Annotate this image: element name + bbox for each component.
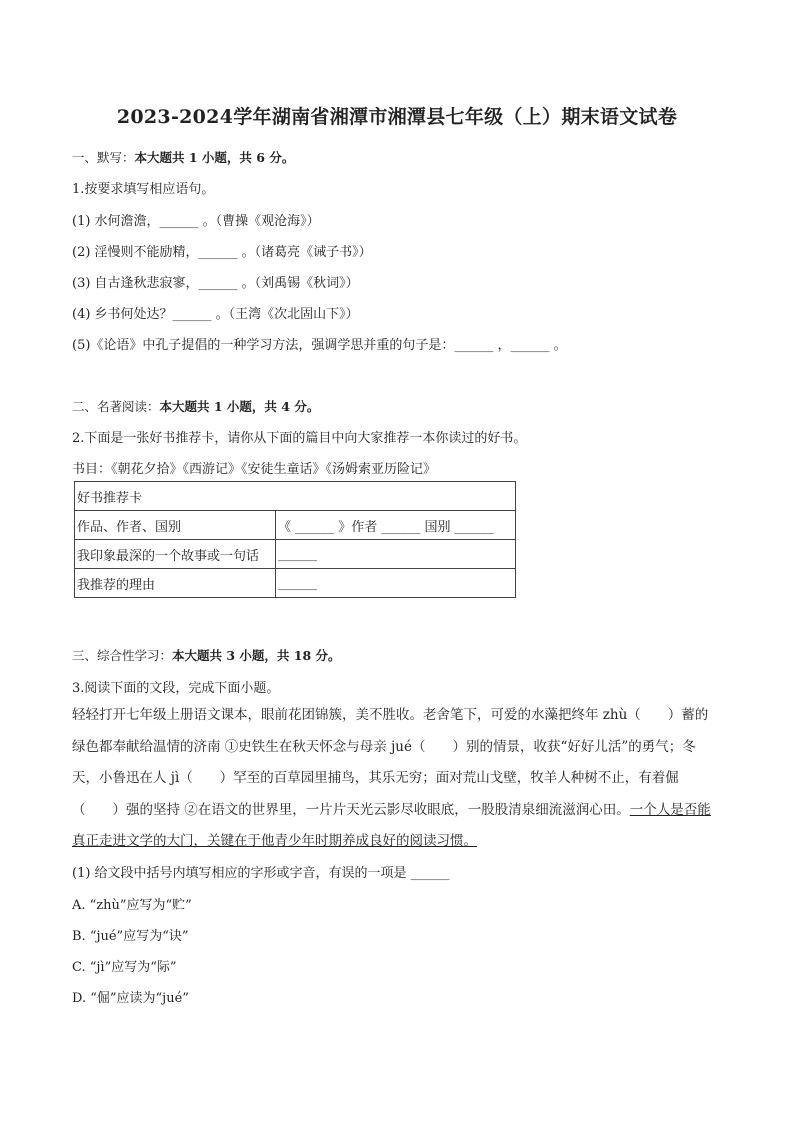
card-row-label: 我推荐的理由 bbox=[75, 569, 276, 598]
card-row-value[interactable]: 《 ______ 》作者 ______ 国别 ______ bbox=[276, 511, 516, 540]
question-1: 1.按要求填写相应语句。 bbox=[72, 182, 215, 197]
option-b[interactable]: B. “jué”应写为“诀” bbox=[72, 929, 189, 944]
section-3-prefix: 三、综合性学习： bbox=[72, 648, 173, 663]
question-1-item-4: (4) 乡书何处达？______ 。（王湾《次北固山下》） bbox=[72, 307, 359, 322]
section-2-prefix: 二、名著阅读： bbox=[72, 399, 160, 414]
section-1-prefix: 一、默写： bbox=[72, 150, 135, 165]
passage-underlined-sentence: 一个人是否能真正走进文学的大门，关键在于他青少年时期养成良好的阅读习惯。 bbox=[72, 801, 711, 849]
option-a[interactable]: A. “zhù”应写为“贮” bbox=[72, 898, 192, 913]
option-c[interactable]: C. “jì”应写为“际” bbox=[72, 960, 177, 975]
reading-passage bbox=[72, 700, 714, 858]
question-1-item-1: (1) 水何澹澹，______ 。（曹操《观沧海》） bbox=[72, 214, 320, 229]
card-header: 好书推荐卡 bbox=[75, 482, 516, 511]
question-1-item-3: (3) 自古逢秋悲寂寥，______ 。（刘禹锡《秋词》） bbox=[72, 276, 359, 291]
section-2-heading bbox=[72, 397, 319, 415]
question-2: 2.下面是一张好书推荐卡，请你从下面的篇目中向大家推荐一本你读过的好书。 bbox=[72, 431, 527, 446]
book-recommendation-card bbox=[74, 481, 516, 598]
card-row-value[interactable]: ______ bbox=[276, 569, 516, 598]
question-1-item-2: (2) 淫慢则不能励精，______ 。（诸葛亮《诫子书》） bbox=[72, 245, 372, 260]
section-1-heading bbox=[72, 148, 294, 166]
section-3-heading bbox=[72, 646, 341, 664]
question-3: 3.阅读下面的文段，完成下面小题。 bbox=[72, 681, 280, 696]
card-row-label: 我印象最深的一个故事或一句话 bbox=[75, 540, 276, 569]
section-1-meta: 本大题共 1 小题，共 6 分。 bbox=[134, 150, 295, 165]
card-row-label: 作品、作者、国别 bbox=[75, 511, 276, 540]
card-row-value[interactable]: ______ bbox=[276, 540, 516, 569]
page-title: 2023-2024学年湖南省湘潭市湘潭县七年级（上）期末语文试卷 bbox=[116, 106, 678, 128]
passage-text: 轻轻打开七年级上册语文课本，眼前花团锦簇，美不胜收。老舍笔下，可爱的水藻把终年 zhù（ ）蓄的绿色都奉献给温情的济南 ①史铁生在秋天怀念与母亲 jué（ ）别的情景，收获“好好儿活”的勇气；冬天，小鲁迅在人 jì（ ）罕至的百草园里捕鸟，其乐无穷；面对荒山戈壁，牧羊人种树不止，有着倔（ ）强的坚持 ②在语文的世界里，一片片天光云影尽收眼底，一股股清泉细流滋润心田。 bbox=[72, 707, 709, 818]
option-d[interactable]: D. “倔”应读为“jué” bbox=[72, 991, 189, 1006]
book-list: 书目：《朝花夕拾》《西游记》《安徒生童话》《汤姆索亚历险记》 bbox=[72, 462, 437, 477]
sub-question-1: (1) 给文段中括号内填写相应的字形或字音，有误的一项是 ______ bbox=[72, 866, 450, 881]
section-2-meta: 本大题共 1 小题，共 4 分。 bbox=[159, 399, 320, 414]
question-1-item-5: (5)《论语》中孔子提倡的一种学习方法，强调学思并重的句子是：______ ，______ 。 bbox=[72, 338, 567, 353]
section-3-meta: 本大题共 3 小题，共 18 分。 bbox=[172, 648, 341, 663]
